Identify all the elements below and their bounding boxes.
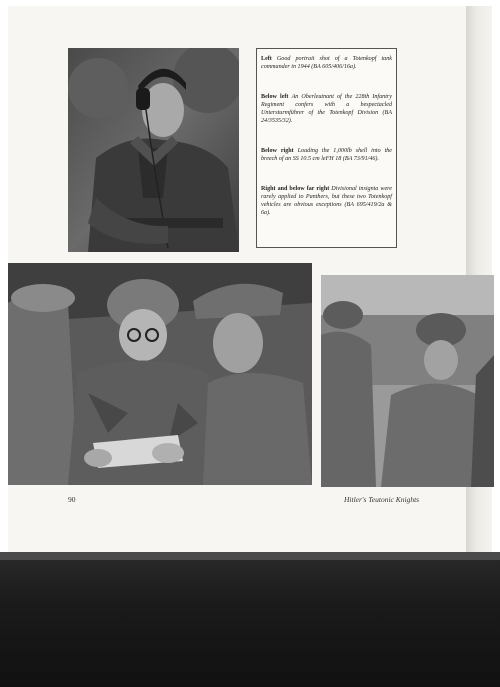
caption-lead: Right and below far right bbox=[261, 186, 330, 193]
caption-box bbox=[256, 48, 397, 248]
page-number: 90 bbox=[68, 495, 76, 504]
caption-right-far-right bbox=[261, 185, 392, 217]
photo-tank-commander-portrait bbox=[68, 48, 239, 252]
caption-lead: Below left bbox=[261, 94, 289, 101]
caption-text: An Oberleutnant of the 228th Infantry Regiment confers with a bespectacled Untersturmführer of the Totenkopf Division (BA 24/3535/32). bbox=[261, 94, 392, 125]
caption-text: Good portrait shot of a Totenkopf tank commander in 1944 (BA 605/406/16a). bbox=[261, 56, 392, 71]
dark-background bbox=[0, 552, 500, 687]
caption-below-right bbox=[261, 147, 392, 163]
running-head: Hitler's Teutonic Knights bbox=[344, 495, 420, 504]
caption-lead: Below right bbox=[261, 148, 294, 155]
caption-left bbox=[261, 55, 392, 71]
photo-officers-conferring bbox=[8, 263, 312, 485]
caption-below-left bbox=[261, 93, 392, 125]
caption-lead: Left bbox=[261, 56, 272, 62]
caption-text: Loading the 1,000lb shell into the breech of an SS 10.5 cm leFH 18 (BA 73/91/46). bbox=[261, 148, 393, 163]
photo-soldiers-field bbox=[321, 275, 494, 487]
caption-text: Divisional insignia were rarely applied to Panthers, but these two Totenkopf vehicles are obvious exceptions (BA 695/419/2a & 6a). bbox=[261, 186, 392, 217]
background-strip bbox=[0, 552, 500, 560]
